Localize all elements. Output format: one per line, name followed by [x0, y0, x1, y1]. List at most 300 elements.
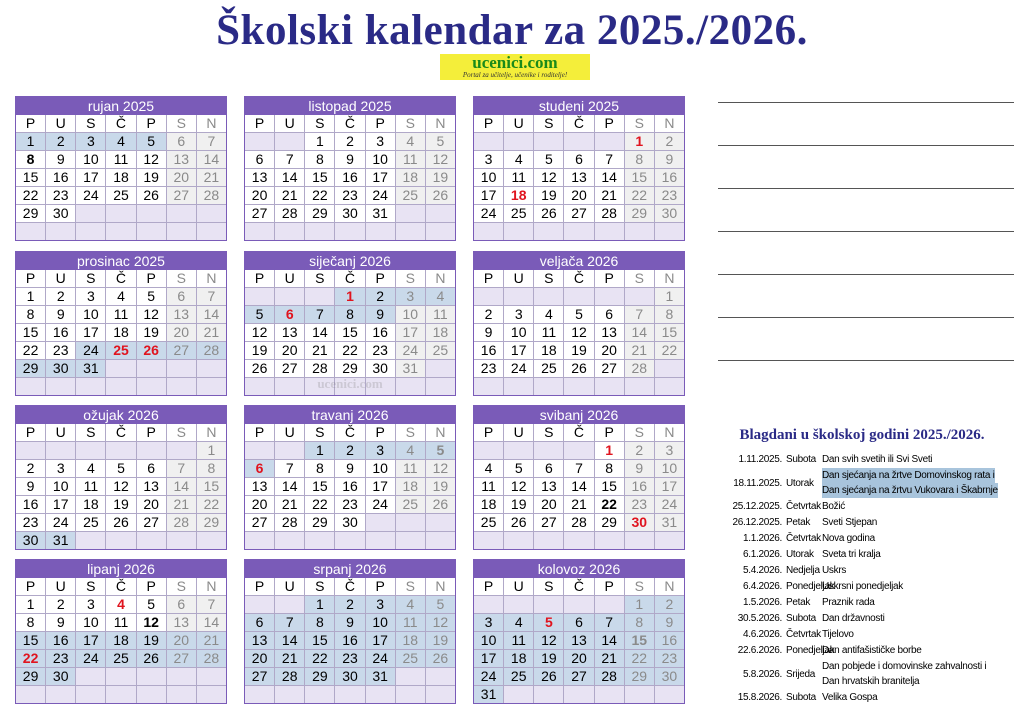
empty-cell	[275, 442, 304, 459]
day-cell: 23	[46, 187, 75, 204]
empty-cell	[167, 686, 196, 703]
day-cell: 13	[245, 478, 274, 495]
day-cell: 19	[534, 187, 563, 204]
day-cell: 7	[197, 596, 226, 613]
empty-cell	[106, 223, 135, 240]
day-cell: 8	[335, 306, 364, 323]
day-cell: 1	[305, 596, 334, 613]
day-cell: 7	[167, 460, 196, 477]
weekday-header: S	[534, 270, 563, 287]
day-cell: 15	[16, 632, 45, 649]
empty-cell	[655, 532, 684, 549]
holiday-row	[700, 627, 1024, 642]
day-cell: 24	[655, 496, 684, 513]
weekday-header: S	[534, 115, 563, 132]
note-line	[718, 360, 1014, 361]
day-cell: 23	[335, 650, 364, 667]
empty-cell	[197, 360, 226, 377]
weekday-header: Č	[106, 424, 135, 441]
day-cell: 17	[396, 324, 425, 341]
day-cell: 17	[76, 632, 105, 649]
month-grid	[474, 424, 684, 549]
day-cell: 6	[534, 460, 563, 477]
weekday-header: P	[245, 115, 274, 132]
month-grid	[16, 115, 226, 240]
holiday-name-line: Dan antifašističke borbe	[822, 645, 922, 656]
empty-cell	[335, 532, 364, 549]
day-cell: 13	[564, 632, 593, 649]
day-cell: 24	[366, 650, 395, 667]
day-cell: 23	[46, 342, 75, 359]
day-cell: 29	[625, 668, 654, 685]
day-cell: 11	[504, 632, 533, 649]
empty-cell	[426, 378, 455, 395]
day-cell: 2	[46, 133, 75, 150]
weekday-header: U	[46, 578, 75, 595]
day-cell: 21	[564, 496, 593, 513]
day-cell: 14	[305, 324, 334, 341]
empty-cell	[534, 133, 563, 150]
weekday-header: U	[275, 115, 304, 132]
month-calendar	[244, 405, 456, 550]
empty-cell	[275, 378, 304, 395]
month-calendar	[244, 96, 456, 241]
day-cell: 7	[275, 151, 304, 168]
day-cell: 14	[197, 306, 226, 323]
weekday-header: P	[245, 578, 274, 595]
day-cell: 8	[16, 306, 45, 323]
weekday-header: U	[504, 578, 533, 595]
day-cell: 21	[167, 496, 196, 513]
empty-cell	[504, 133, 533, 150]
empty-cell	[245, 532, 274, 549]
day-cell: 5	[137, 596, 166, 613]
day-cell: 2	[366, 288, 395, 305]
weekday-header: S	[625, 270, 654, 287]
day-cell: 10	[366, 151, 395, 168]
day-cell: 24	[76, 342, 105, 359]
day-cell: 12	[534, 632, 563, 649]
empty-cell	[106, 668, 135, 685]
day-cell: 31	[366, 668, 395, 685]
day-cell: 7	[595, 614, 624, 631]
weekday-header: S	[534, 424, 563, 441]
empty-cell	[625, 686, 654, 703]
holiday-day: 4	[106, 596, 135, 613]
empty-cell	[197, 223, 226, 240]
day-cell: 10	[655, 460, 684, 477]
holiday-name-line: Tijelovo	[822, 629, 854, 640]
day-cell: 23	[625, 496, 654, 513]
day-cell: 23	[474, 360, 503, 377]
empty-cell	[76, 686, 105, 703]
day-cell: 9	[625, 460, 654, 477]
day-cell: 22	[625, 650, 654, 667]
day-cell: 21	[625, 342, 654, 359]
day-cell: 20	[167, 169, 196, 186]
day-cell: 28	[197, 187, 226, 204]
day-cell: 22	[16, 342, 45, 359]
holiday-row	[700, 515, 1024, 530]
empty-cell	[564, 288, 593, 305]
empty-cell	[474, 442, 503, 459]
weekday-header: U	[275, 270, 304, 287]
empty-cell	[564, 223, 593, 240]
empty-cell	[76, 205, 105, 222]
weekday-header: P	[16, 578, 45, 595]
empty-cell	[305, 223, 334, 240]
day-cell: 14	[197, 614, 226, 631]
holiday-name-line: Božić	[822, 501, 845, 512]
day-cell: 6	[595, 306, 624, 323]
day-cell: 29	[625, 205, 654, 222]
day-cell: 28	[595, 205, 624, 222]
day-cell: 19	[426, 632, 455, 649]
day-cell: 29	[16, 360, 45, 377]
day-cell: 18	[396, 632, 425, 649]
empty-cell	[534, 686, 563, 703]
weekday-header: S	[76, 115, 105, 132]
day-cell: 17	[366, 478, 395, 495]
day-cell: 13	[245, 632, 274, 649]
month-name: svibanj 2026	[474, 406, 684, 424]
day-cell: 3	[655, 442, 684, 459]
weekday-header: S	[76, 578, 105, 595]
empty-cell	[504, 686, 533, 703]
holiday-date: 30.5.2026.	[737, 613, 782, 624]
day-cell: 15	[595, 478, 624, 495]
empty-cell	[625, 378, 654, 395]
empty-cell	[275, 133, 304, 150]
day-cell: 23	[655, 187, 684, 204]
holiday-name	[822, 690, 1022, 705]
holiday-name	[822, 627, 1022, 642]
weekday-header: P	[474, 115, 503, 132]
day-cell: 28	[305, 360, 334, 377]
day-cell: 21	[197, 324, 226, 341]
day-cell: 4	[426, 288, 455, 305]
day-cell: 25	[106, 650, 135, 667]
day-cell: 17	[46, 496, 75, 513]
month-grid	[16, 270, 226, 395]
holiday-weekday: Nedjelja	[786, 565, 820, 576]
empty-cell	[106, 686, 135, 703]
empty-cell	[197, 532, 226, 549]
empty-cell	[366, 532, 395, 549]
month-calendar	[244, 559, 456, 704]
day-cell: 28	[167, 514, 196, 531]
day-cell: 9	[16, 478, 45, 495]
day-cell: 29	[197, 514, 226, 531]
weekday-header: P	[595, 270, 624, 287]
day-cell: 12	[426, 151, 455, 168]
day-cell: 15	[197, 478, 226, 495]
weekday-header: U	[275, 424, 304, 441]
month-name: prosinac 2025	[16, 252, 226, 270]
day-cell: 16	[366, 324, 395, 341]
day-cell: 27	[534, 514, 563, 531]
day-cell: 21	[595, 187, 624, 204]
day-cell: 27	[167, 187, 196, 204]
day-cell: 18	[534, 342, 563, 359]
month-grid	[16, 578, 226, 703]
day-cell: 30	[655, 205, 684, 222]
note-line	[718, 274, 1014, 275]
weekday-header: N	[655, 578, 684, 595]
day-cell: 1	[16, 596, 45, 613]
empty-cell	[564, 442, 593, 459]
empty-cell	[534, 596, 563, 613]
day-cell: 27	[167, 650, 196, 667]
day-cell: 7	[564, 460, 593, 477]
day-cell: 29	[305, 205, 334, 222]
empty-cell	[245, 378, 274, 395]
note-line	[718, 145, 1014, 146]
weekday-header: S	[396, 424, 425, 441]
month-grid	[245, 115, 455, 240]
holiday-day: 15	[625, 632, 654, 649]
weekday-header: Č	[564, 270, 593, 287]
day-cell: 1	[305, 133, 334, 150]
day-cell: 22	[16, 187, 45, 204]
day-cell: 12	[137, 151, 166, 168]
holiday-name	[822, 452, 1022, 467]
empty-cell	[504, 442, 533, 459]
weekday-header: S	[167, 115, 196, 132]
empty-cell	[564, 686, 593, 703]
day-cell: 24	[474, 205, 503, 222]
day-cell: 4	[474, 460, 503, 477]
day-cell: 25	[76, 514, 105, 531]
day-cell: 17	[76, 169, 105, 186]
empty-cell	[137, 205, 166, 222]
empty-cell	[534, 532, 563, 549]
month-grid	[474, 578, 684, 703]
empty-cell	[474, 133, 503, 150]
day-cell: 24	[366, 496, 395, 513]
day-cell: 17	[366, 632, 395, 649]
day-cell: 13	[564, 169, 593, 186]
day-cell: 4	[504, 151, 533, 168]
holiday-date: 22.6.2026.	[737, 645, 782, 656]
day-cell: 13	[167, 151, 196, 168]
day-cell: 23	[335, 187, 364, 204]
day-cell: 10	[76, 151, 105, 168]
weekday-header: N	[655, 424, 684, 441]
holiday-date: 25.12.2025.	[732, 501, 782, 512]
holiday-row	[700, 499, 1024, 514]
empty-cell	[46, 442, 75, 459]
day-cell: 11	[426, 306, 455, 323]
empty-cell	[564, 133, 593, 150]
day-cell: 16	[46, 324, 75, 341]
day-cell: 26	[504, 514, 533, 531]
day-cell: 2	[655, 133, 684, 150]
day-cell: 5	[137, 288, 166, 305]
empty-cell	[106, 360, 135, 377]
day-cell: 5	[564, 306, 593, 323]
day-cell: 23	[366, 342, 395, 359]
holiday-row	[700, 531, 1024, 546]
empty-cell	[46, 686, 75, 703]
day-cell: 14	[625, 324, 654, 341]
day-cell: 14	[275, 169, 304, 186]
empty-cell	[245, 596, 274, 613]
empty-cell	[137, 668, 166, 685]
day-cell: 20	[137, 496, 166, 513]
day-cell: 25	[106, 187, 135, 204]
month-grid	[245, 270, 455, 395]
day-cell: 6	[245, 614, 274, 631]
weekday-header: N	[426, 578, 455, 595]
day-cell: 22	[595, 496, 624, 513]
day-cell: 8	[655, 306, 684, 323]
day-cell: 2	[16, 460, 45, 477]
weekday-header: S	[167, 424, 196, 441]
month-calendar	[473, 559, 685, 704]
day-cell: 12	[106, 478, 135, 495]
day-cell: 16	[335, 632, 364, 649]
day-cell: 18	[106, 324, 135, 341]
holiday-day: 25	[106, 342, 135, 359]
holiday-weekday: Subota	[786, 692, 816, 703]
day-cell: 22	[305, 496, 334, 513]
weekday-header: P	[474, 270, 503, 287]
day-cell: 13	[167, 306, 196, 323]
empty-cell	[76, 442, 105, 459]
empty-cell	[197, 205, 226, 222]
empty-cell	[305, 532, 334, 549]
month-calendar	[15, 559, 227, 704]
day-cell: 24	[366, 187, 395, 204]
empty-cell	[137, 442, 166, 459]
month-name: veljača 2026	[474, 252, 684, 270]
day-cell: 3	[76, 596, 105, 613]
day-cell: 4	[396, 442, 425, 459]
empty-cell	[106, 378, 135, 395]
day-cell: 29	[305, 668, 334, 685]
day-cell: 27	[564, 668, 593, 685]
empty-cell	[76, 668, 105, 685]
empty-cell	[137, 378, 166, 395]
holiday-row	[700, 579, 1024, 594]
weekday-header: N	[426, 424, 455, 441]
empty-cell	[474, 378, 503, 395]
day-cell: 9	[46, 151, 75, 168]
day-cell: 26	[534, 668, 563, 685]
weekday-header: S	[76, 270, 105, 287]
holiday-weekday: Utorak	[786, 549, 814, 560]
weekday-header: P	[137, 578, 166, 595]
empty-cell	[106, 532, 135, 549]
day-cell: 5	[106, 460, 135, 477]
weekday-header: S	[534, 578, 563, 595]
weekday-header: S	[396, 115, 425, 132]
holiday-name-line: Uskrs	[822, 565, 847, 576]
day-cell: 28	[197, 342, 226, 359]
holiday-name-line: Dan državnosti	[822, 613, 885, 624]
day-cell: 14	[595, 169, 624, 186]
empty-cell	[275, 686, 304, 703]
day-cell: 15	[335, 324, 364, 341]
weekday-header: N	[426, 270, 455, 287]
empty-cell	[426, 223, 455, 240]
brand-logo[interactable]	[440, 54, 590, 80]
holiday-name-line: Dan hrvatskih branitelja	[822, 676, 920, 687]
day-cell: 8	[625, 151, 654, 168]
day-cell: 30	[335, 514, 364, 531]
day-cell: 29	[335, 360, 364, 377]
empty-cell	[396, 378, 425, 395]
day-cell: 18	[396, 478, 425, 495]
weekday-header: Č	[564, 115, 593, 132]
day-cell: 6	[167, 596, 196, 613]
empty-cell	[16, 686, 45, 703]
empty-cell	[474, 596, 503, 613]
holiday-day: 5	[426, 442, 455, 459]
holiday-day: 5	[534, 614, 563, 631]
day-cell: 19	[106, 496, 135, 513]
day-cell: 13	[275, 324, 304, 341]
empty-cell	[16, 378, 45, 395]
empty-cell	[366, 686, 395, 703]
day-cell: 10	[366, 614, 395, 631]
empty-cell	[595, 378, 624, 395]
weekday-header: S	[305, 578, 334, 595]
day-cell: 2	[335, 596, 364, 613]
day-cell: 28	[275, 668, 304, 685]
day-cell: 8	[16, 614, 45, 631]
day-cell: 9	[335, 614, 364, 631]
month-grid	[474, 270, 684, 395]
day-cell: 13	[167, 614, 196, 631]
day-cell: 13	[245, 169, 274, 186]
day-cell: 30	[335, 205, 364, 222]
day-cell: 10	[366, 460, 395, 477]
empty-cell	[396, 668, 425, 685]
weekday-header: P	[245, 270, 274, 287]
empty-cell	[245, 686, 274, 703]
day-cell: 18	[106, 169, 135, 186]
weekday-header: Č	[335, 115, 364, 132]
day-cell: 9	[474, 324, 503, 341]
weekday-header: N	[197, 270, 226, 287]
day-cell: 17	[655, 478, 684, 495]
day-cell: 19	[137, 324, 166, 341]
day-cell: 29	[16, 205, 45, 222]
day-cell: 2	[46, 288, 75, 305]
holiday-row	[700, 563, 1024, 578]
month-calendar	[15, 405, 227, 550]
day-cell: 5	[426, 133, 455, 150]
month-name: travanj 2026	[245, 406, 455, 424]
day-cell: 26	[137, 650, 166, 667]
empty-cell	[245, 442, 274, 459]
day-cell: 17	[76, 324, 105, 341]
day-cell: 11	[396, 460, 425, 477]
holiday-name	[822, 547, 1022, 562]
empty-cell	[167, 442, 196, 459]
holiday-weekday: Utorak	[786, 477, 814, 489]
month-name: srpanj 2026	[245, 560, 455, 578]
day-cell: 31	[396, 360, 425, 377]
day-cell: 19	[426, 169, 455, 186]
day-cell: 20	[595, 342, 624, 359]
weekday-header: U	[46, 270, 75, 287]
empty-cell	[655, 686, 684, 703]
day-cell: 26	[106, 514, 135, 531]
holiday-row	[700, 452, 1024, 467]
